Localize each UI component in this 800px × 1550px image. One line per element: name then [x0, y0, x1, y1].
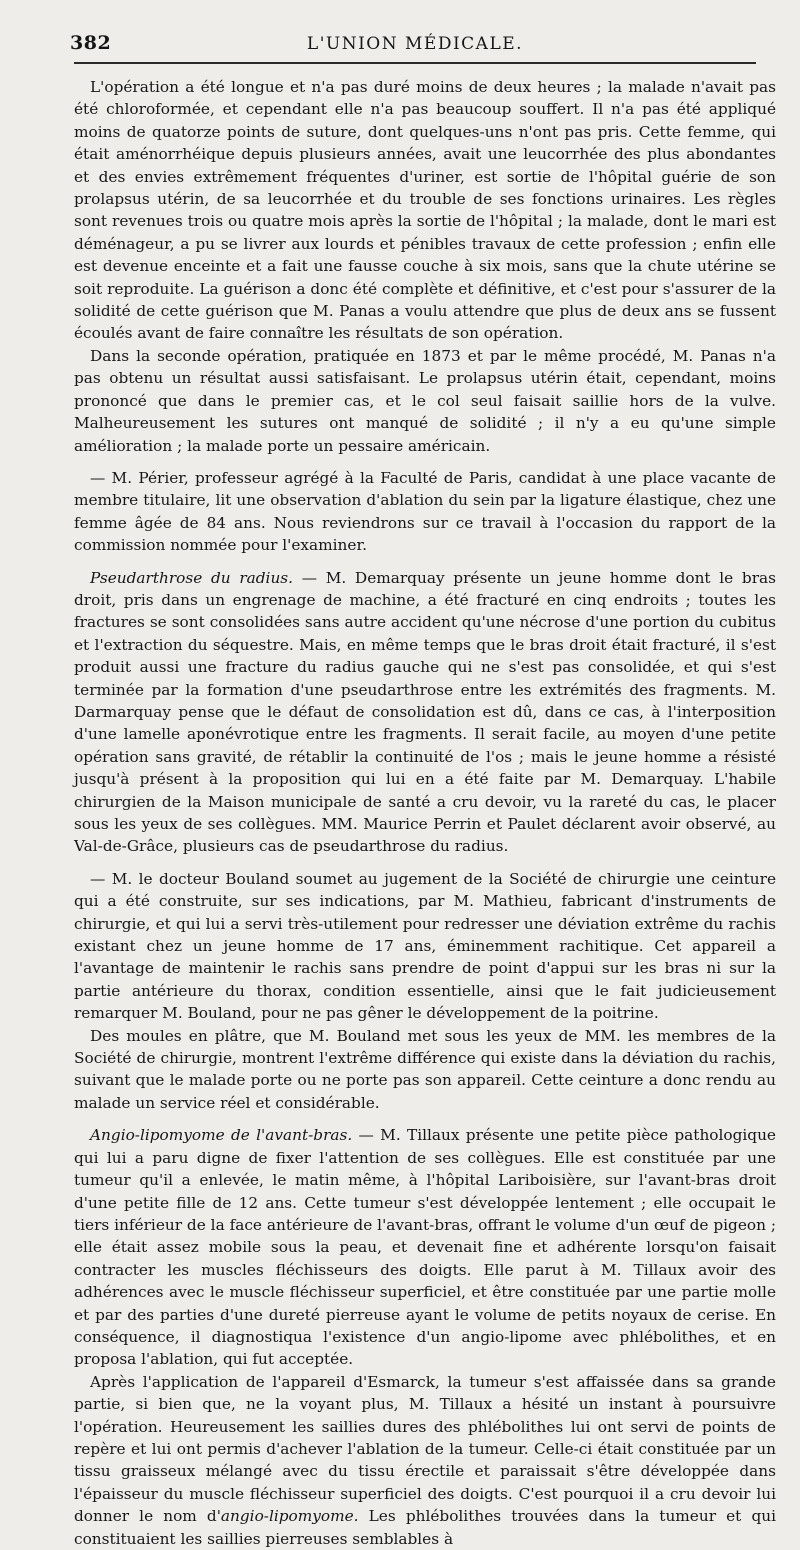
paragraph-moules-platre: Des moules en plâtre, que M. Bouland met sous les yeux de MM. les membres de la Société de chirurgie, montrent l'extrême différence qui existe dans la déviation du rachis, suivant que le malade porte ou ne porte pas son appareil. Cette ceinture a donc rendu au malade un service réel et considérable.	[74, 1026, 776, 1112]
paragraph-esmarck: Après l'application de l'appareil d'Esmarck, la tumeur s'est affaissée dans sa grande partie, si bien que, ne la voyant plus, M. Tillaux a hésité un instant à poursuivre l'opération. Heureusement les saillies dures des phlébolithes lui ont servi de points de repère et lui ont permis d'achever l'ablation de la tumeur. Celle-ci était constituée par un tissu graisseux mélangé avec du tissu érectile et paraissait s'être développée dans l'épaisseur du muscle fléchisseur superficiel des doigts. C'est pourquoi il a cru devoir lui donner le nom d'angio-lipomyome. Les phlébolithes trouvées dans la tumeur et qui constituaient les saillies pierreuses semblables à	[74, 1372, 776, 1548]
page-number: 382	[70, 32, 112, 54]
paragraph-perier: — M. Périer, professeur agrégé à la Faculté de Paris, candidat à une place vacante de membre titulaire, lit une observation d'ablation du sein par la ligature élastique, chez une femme âgée de 84 ans. Nous reviendrons sur ce travail à l'occasion du rapport de la commission nommée pour l'examiner.	[74, 468, 776, 555]
article-body	[74, 76, 776, 1550]
paragraph-second-operation: Dans la seconde opération, pratiquée en 1873 et par le même procédé, M. Panas n'a pas obtenu un résultat aussi satisfaisant. Le prolapsus utérin était, cependant, moins prononcé que dans le premier cas, et le col seul faisait saillie hors de la vulve. Malheureusement les sutures ont manqué de solidité ; il n'y a eu qu'une simple amélioration ; la malade porte un pessaire américain.	[74, 346, 776, 455]
section-heading-angio-lipomyome: Angio-lipomyome de l'avant-bras.	[90, 1126, 353, 1145]
running-header	[70, 26, 756, 64]
journal-title: L'UNION MÉDICALE.	[306, 34, 524, 54]
section-heading-pseudarthrose: Pseudarthrose du radius.	[90, 568, 294, 587]
paragraph-pseudarthrose: Pseudarthrose du radius. — M. Demarquay présente un jeune homme dont le bras droit, pris dans un engrenage de machine, a été fracturé en cinq endroits ; toutes les fractures se sont consolidées sans autre accident qu'une nécrose d'une portion du cubitus et l'extraction du séquestre. Mais, en même temps que le bras droit était fracturé, il s'est produit aussi une fracture du radius gauche qui ne s'est pas consolidée, et qui s'est terminée par la formation d'une pseudarthrose entre les extrémités des fragments. M. Darmarquay pense que le défaut de consolidation est dû, dans ce cas, à l'interposition d'une lamelle aponévrotique entre les fragments. Il serait facile, au moyen d'une petite opération sans gravité, de rétablir la continuité de l'os ; mais le jeune homme a résisté jusqu'à présent à la proposition qui lui en a été faite par M. Demarquay. L'habile chirurgien de la Maison municipale de santé a cru devoir, vu la rareté du cas, le placer sous les yeux de ses collègues. MM. Maurice Perrin et Paulet déclarent avoir observé, au Val-de-Grâce, plusieurs cas de pseudarthrose du radius.	[74, 568, 776, 856]
paragraph-bouland-ceinture: — M. le docteur Bouland soumet au jugement de la Société de chirurgie une ceinture qui a été construite, sur ses indications, par M. Mathieu, fabricant d'instruments de chirurgie, et qui lui a servi très-utilement pour redresser une déviation extrême du rachis existant chez un jeune homme de 17 ans, éminemment rachitique. Cet appareil a l'avantage de maintenir le rachis sans prendre de point d'appui sur les bras ni sur la partie antérieure du thorax, condition essentielle, ainsi que le fait judicieusement remarquer M. Bouland, pour ne pas gêner le développement de la poitrine.	[74, 869, 776, 1023]
term-angio-lipomyome: angio-lipomyome.	[220, 1507, 359, 1526]
paragraph-angio-lipomyome: Angio-lipomyome de l'avant-bras. — M. Tillaux présente une petite pièce pathologique qui lui a paru digne de fixer l'attention de ses collègues. Elle est constituée par une tumeur qu'il a enlevée, le matin même, à l'hôpital Lariboisière, sur l'avant-bras droit d'une petite fille de 12 ans. Cette tumeur s'est développée lentement ; elle occupait le tiers inférieur de la face antérieure de l'avant-bras, offrant le volume d'un œuf de pigeon ; elle était assez mobile sous la peau, et devenait fine et adhérente lorsqu'on faisait contracter les muscles fléchisseurs des doigts. Elle parut à M. Tillaux avoir des adhérences avec le muscle fléchisseur superficiel, et être constituée par une partie molle et par des parties d'une dureté pierreuse ayant le volume de petits noyaux de cerise. En conséquence, il diagnostiqua l'existence d'un angio-lipome avec phlébolithes, et en proposa l'ablation, qui fut acceptée.	[74, 1126, 776, 1369]
paragraph-operation-result: L'opération a été longue et n'a pas duré moins de deux heures ; la malade n'avait pas été chloroformée, et cependant elle n'a pas beaucoup souffert. Il n'a pas été appliqué moins de quatorze points de suture, dont quelques-uns n'ont pas pris. Cette femme, qui était aménorrhéique depuis plusieurs années, avait une leucorrhée des plus abondantes et des envies extrêmement fréquentes d'uriner, est sortie de l'hôpital guérie de son prolapsus utérin, de sa leucorrhée et du trouble de ses fonctions urinaires. Les règles sont revenues trois ou quatre mois après la sortie de l'hôpital ; la malade, dont le mari est déménageur, a pu se livrer aux lourds et pénibles travaux de cette profession ; enfin elle est devenue enceinte et a fait une fausse couche à six mois, sans que la chute utérine se soit reproduite. La guérison a donc été complète et définitive, et c'est pour s'assurer de la solidité de cette guérison que M. Panas a voulu attendre que plus de deux ans se fussent écoulés avant de faire connaître les résultats de son opération.	[74, 78, 776, 343]
